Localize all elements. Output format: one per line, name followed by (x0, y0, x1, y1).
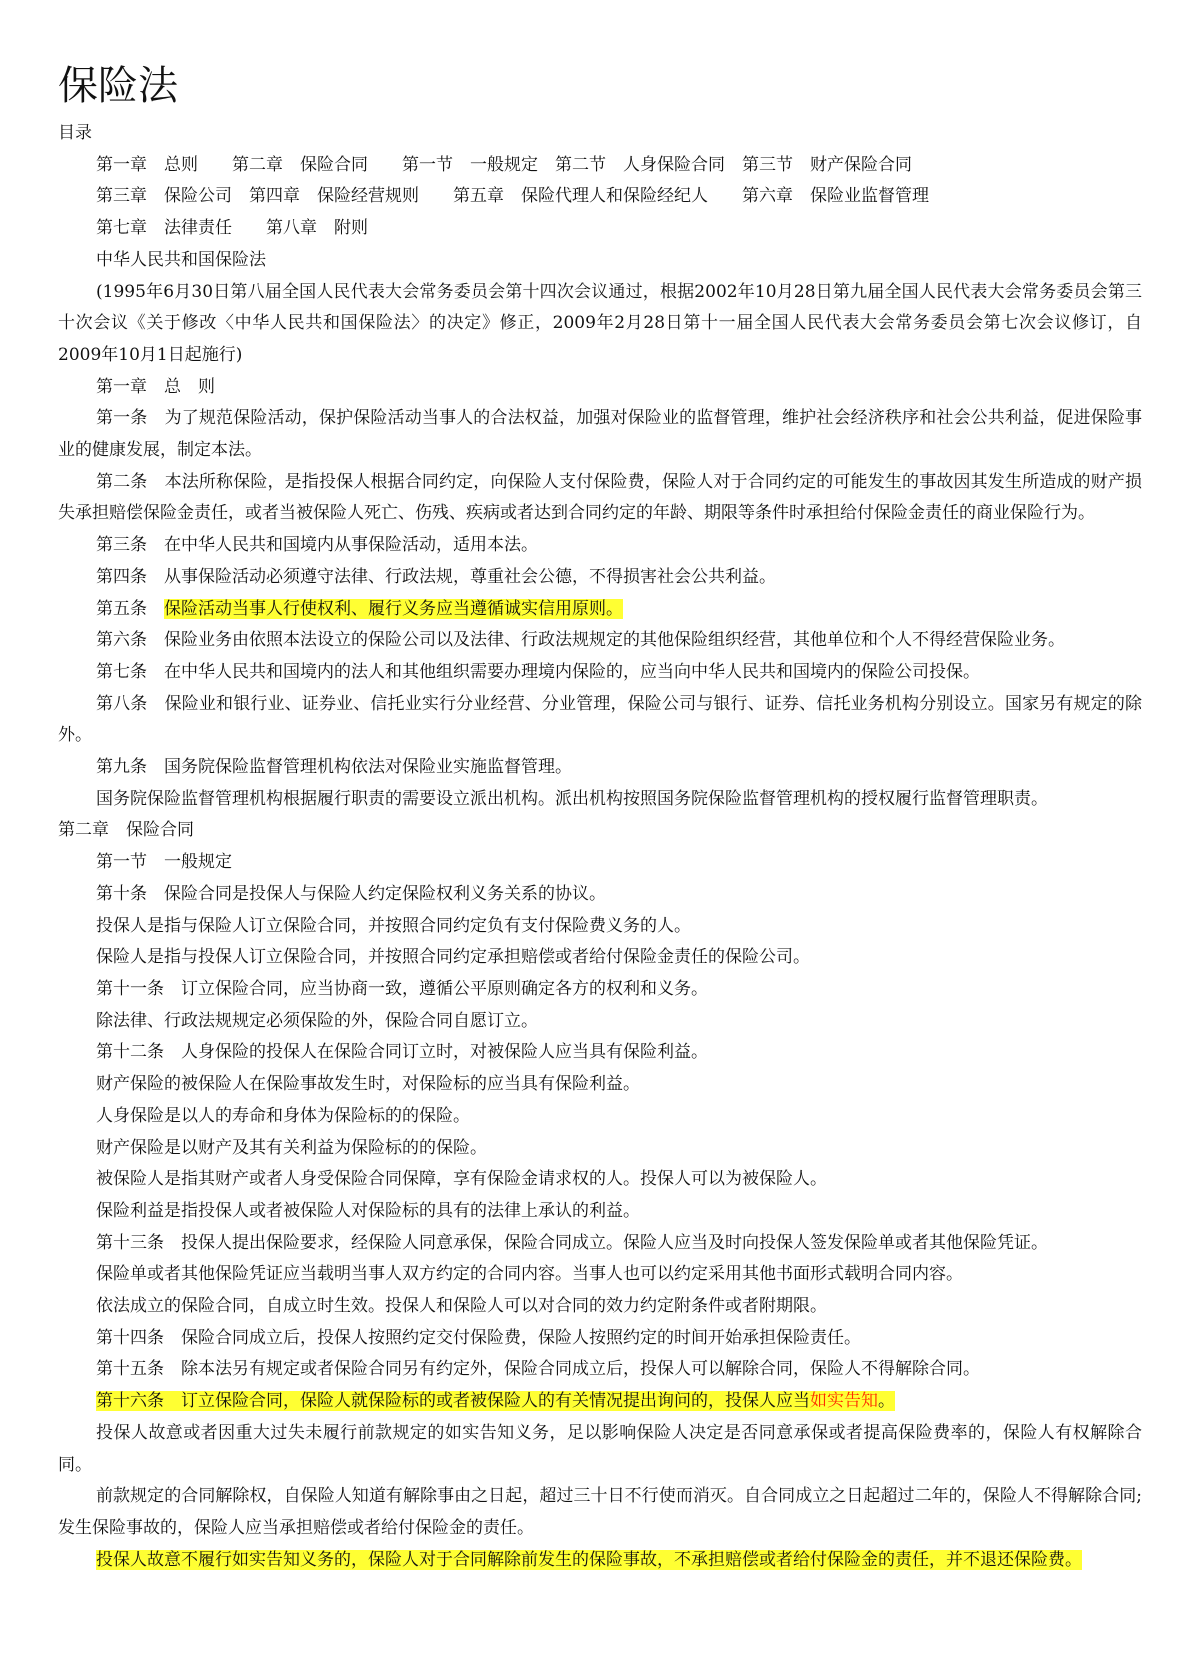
article-paragraph: 被保险人是指其财产或者人身受保险合同保障，享有保险金请求权的人。投保人可以为被保险人。 (96, 1169, 827, 1190)
article: 第十条 保险合同是投保人与保险人约定保险权利义务关系的协议。 (96, 883, 606, 904)
article: 第九条 国务院保险监督管理机构依法对保险业实施监督管理。 (96, 757, 572, 778)
section-heading: 第一节 一般规定 (96, 852, 232, 873)
chapter-heading: 第二章 保险合同 (58, 820, 194, 841)
toc-line: 第七章 法律责任 第八章 附则 (96, 218, 368, 239)
article: 第十一条 订立保险合同，应当协商一致，遵循公平原则确定各方的权利和义务。 (96, 978, 708, 999)
article: 第十五条 除本法另有规定或者保险合同另有约定外，保险合同成立后，投保人可以解除合同，保险人不得解除合同。 (96, 1359, 980, 1380)
preamble: (1995年6月30日第八届全国人民代表大会常务委员会第十四次会议通过，根据2002年10月28日第九届全国人民代表大会常务委员会第三十次会议《关于修改〈中华人民共和国保险法〉的决定》修正，2009年2月28日第十一届全国人民代表大会常务委员会第七次会议修订，自2009年10月1日起施行) (58, 281, 1142, 365)
article-paragraph: 保险利益是指投保人或者被保险人对保险标的具有的法律上承认的利益。 (96, 1200, 640, 1221)
article-highlighted (58, 1545, 1142, 1577)
article: 第六条 保险业务由依照本法设立的保险公司以及法律、行政法规规定的其他保险组织经营，其他单位和个人不得经营保险业务。 (96, 630, 1065, 651)
highlighted-text (96, 1391, 895, 1411)
article: 第二条 本法所称保险，是指投保人根据合同约定，向保险人支付保险费，保险人对于合同约定的可能发生的事故因其发生所造成的财产损失承担赔偿保险金责任，或者当被保险人死亡、伤残、疾病或者达到合同约定的年龄、期限等条件时承担给付保险金责任的商业保险行为。 (58, 471, 1142, 524)
article: 第三条 在中华人民共和国境内从事保险活动，适用本法。 (96, 535, 538, 556)
article-paragraph: 除法律、行政法规规定必须保险的外，保险合同自愿订立。 (96, 1010, 538, 1031)
article: 第十二条 人身保险的投保人在保险合同订立时，对被保险人应当具有保险利益。 (96, 1042, 708, 1063)
article-paragraph: 保险人是指与投保人订立保险合同，并按照合同约定承担赔偿或者给付保险金责任的保险公司。 (96, 947, 810, 968)
article: 第十四条 保险合同成立后，投保人按照约定交付保险费，保险人按照约定的时间开始承担保险责任。 (96, 1327, 861, 1348)
article-paragraph: 财产保险的被保险人在保险事故发生时，对保险标的应当具有保险利益。 (96, 1074, 640, 1095)
article-highlighted (58, 1386, 1142, 1418)
article: 第十三条 投保人提出保险要求，经保险人同意承保，保险合同成立。保险人应当及时向投保人签发保险单或者其他保险凭证。 (96, 1232, 1048, 1253)
document-title: 保险法 (58, 63, 178, 109)
toc-label: 目录 (58, 123, 92, 143)
article-text: 第十六条 订立保险合同，保险人就保险标的或者被保险人的有关情况提出询问的，投保人应当 (96, 1391, 810, 1412)
article-end: 。 (878, 1391, 895, 1412)
article-paragraph: 投保人故意或者因重大过失未履行前款规定的如实告知义务，足以影响保险人决定是否同意承保或者提高保险费率的，保险人有权解除合同。 (58, 1422, 1142, 1475)
toc-line: 第一章 总则 第二章 保险合同 第一节 一般规定 第二节 人身保险合同 第三节 财产保险合同 (96, 154, 912, 175)
article: 第七条 在中华人民共和国境内的法人和其他组织需要办理境内保险的，应当向中华人民共和国境内的保险公司投保。 (96, 661, 980, 682)
highlighted-text: 保险活动当事人行使权利、履行义务应当遵循诚实信用原则。 (164, 598, 623, 619)
law-name: 中华人民共和国保险法 (96, 249, 266, 270)
article-paragraph: 依法成立的保险合同，自成立时生效。投保人和保险人可以对合同的效力约定附条件或者附期限。 (96, 1296, 827, 1317)
article-label: 第五条 (96, 598, 164, 619)
article-paragraph: 保险单或者其他保险凭证应当载明当事人双方约定的合同内容。当事人也可以约定采用其他书面形式载明合同内容。 (96, 1264, 963, 1285)
article-paragraph: 财产保险是以财产及其有关利益为保险标的的保险。 (96, 1137, 487, 1158)
emphasis-text: 如实告知 (810, 1391, 878, 1412)
article-paragraph: 投保人是指与保险人订立保险合同，并按照合同约定负有支付保险费义务的人。 (96, 915, 691, 936)
chapter-heading: 第一章 总 则 (96, 376, 215, 397)
document-body (58, 118, 1142, 1576)
article-paragraph: 前款规定的合同解除权，自保险人知道有解除事由之日起，超过三十日不行使而消灭。自合同成立之日起超过二年的，保险人不得解除合同;发生保险事故的，保险人应当承担赔偿或者给付保险金的责任。 (58, 1486, 1142, 1538)
article-paragraph: 国务院保险监督管理机构根据履行职责的需要设立派出机构。派出机构按照国务院保险监督管理机构的授权履行监督管理职责。 (96, 788, 1048, 809)
article: 第一条 为了规范保险活动，保护保险活动当事人的合法权益，加强对保险业的监督管理，维护社会经济秩序和社会公共利益，促进保险事业的健康发展，制定本法。 (58, 408, 1142, 461)
document-page (58, 58, 1142, 1576)
article-highlighted (58, 594, 1142, 626)
highlighted-text: 投保人故意不履行如实告知义务的，保险人对于合同解除前发生的保险事故，不承担赔偿或者给付保险金的责任，并不退还保险费。 (96, 1549, 1082, 1570)
toc-line: 第三章 保险公司 第四章 保险经营规则 第五章 保险代理人和保险经纪人 第六章 保险业监督管理 (96, 186, 929, 207)
article-paragraph: 人身保险是以人的寿命和身体为保险标的的保险。 (96, 1105, 470, 1126)
article: 第八条 保险业和银行业、证券业、信托业实行分业经营、分业管理，保险公司与银行、证券、信托业务机构分别设立。国家另有规定的除外。 (58, 693, 1142, 746)
article: 第四条 从事保险活动必须遵守法律、行政法规，尊重社会公德，不得损害社会公共利益。 (96, 566, 776, 587)
